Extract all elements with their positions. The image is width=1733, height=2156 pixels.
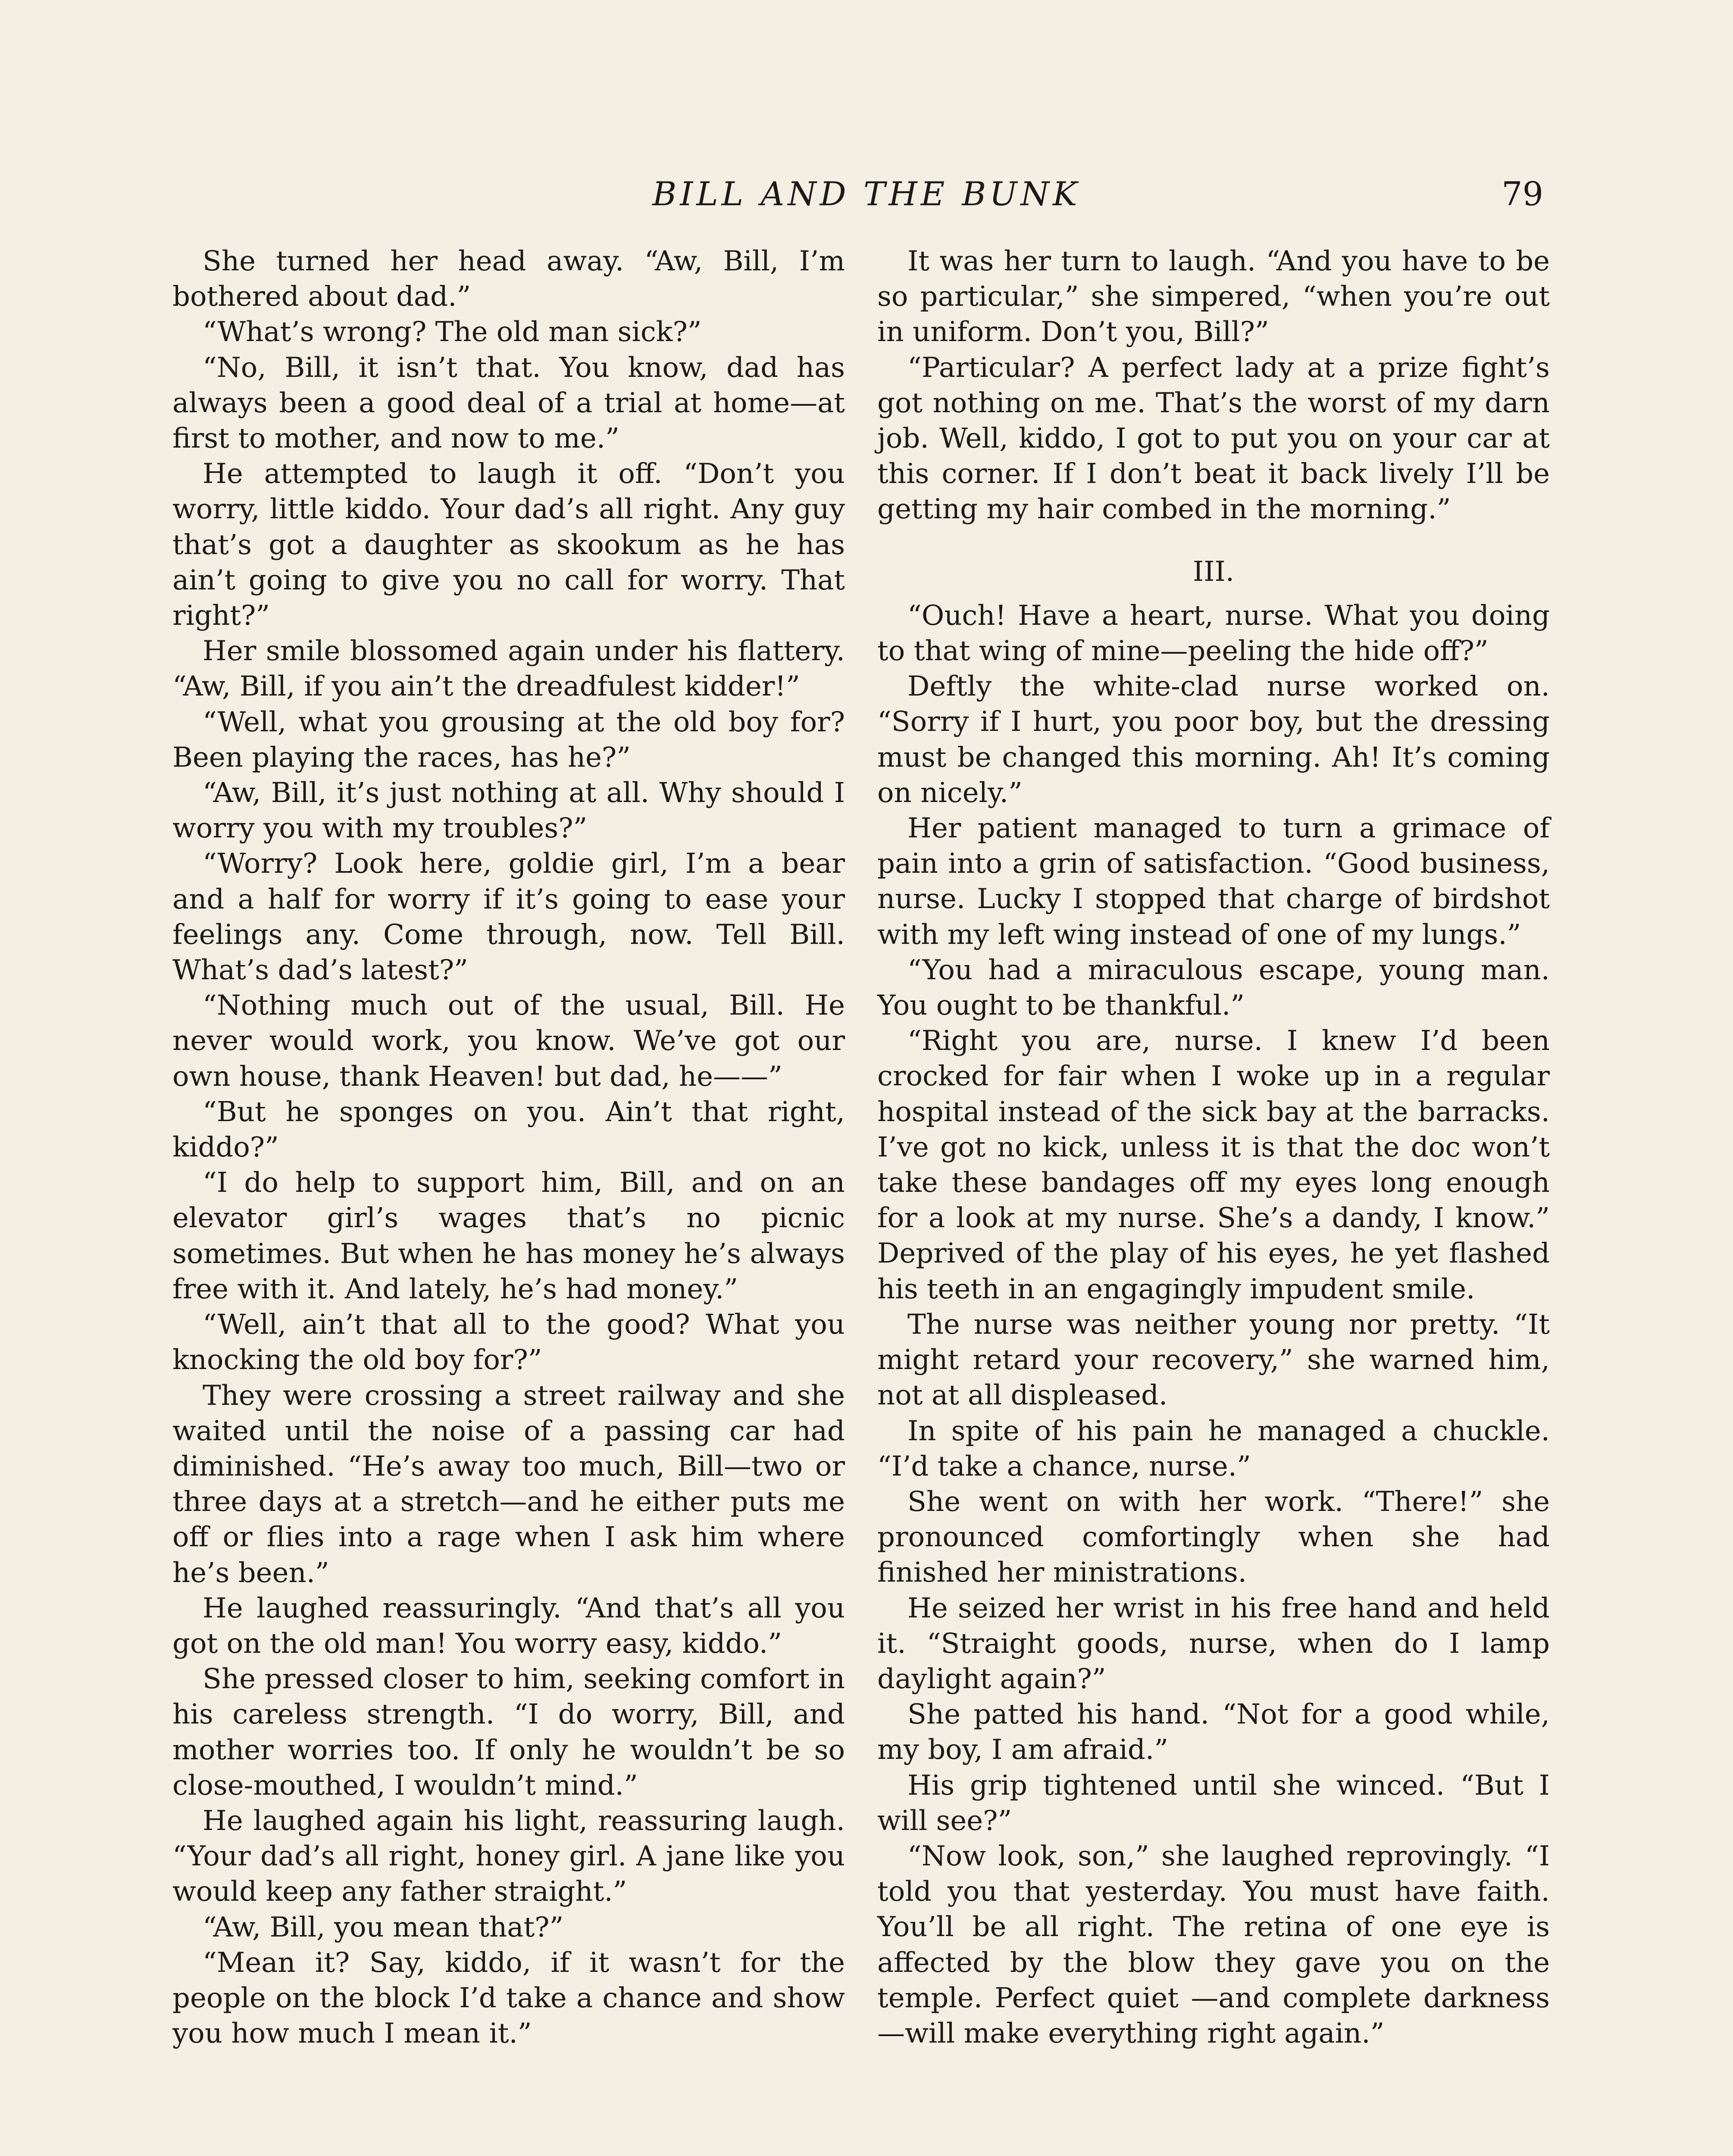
paragraph: “Right you are, nurse. I knew I’d been crocked for fair when I woke up in a regular hospital instead of the sick bay at the barracks. I’ve got no kick, unless it is that the doc won’t take these bandages off my eyes long enough for a look at my nurse. She’s a dandy, I know.” Deprived of the play of his eyes, he yet flashed his teeth in an engagingly impudent smile. (877, 1025, 1550, 1305)
paragraph: “Aw, Bill, you mean that?” (203, 1911, 564, 1943)
paragraph: He laughed reassuringly. “And that’s all you got on the old man! You worry easy, kiddo.” (172, 1592, 845, 1660)
paragraph: “But he sponges on you. Ain’t that right, kiddo?” (172, 1096, 845, 1164)
paragraph: “Particular? A perfect lady at a prize fight’s got nothing on me. That’s the worst of my darn job. Well, kiddo, I got to put you on your car at this corner. If I don’t beat it back lively I’ll be getting my hair combed in the morning.” (877, 351, 1550, 526)
paragraph: She patted his hand. “Not for a good while, my boy, I am afraid.” (877, 1698, 1550, 1766)
paragraph: Her patient managed to turn a grimace of pain into a grin of satisfaction. “Good business, nurse. Lucky I stopped that charge of birdshot with my left wing instead of one of my lungs.” (877, 812, 1550, 951)
paragraph: They were crossing a street railway and she waited until the noise of a passing car had diminished. “He’s away too much, Bill—two or three days at a stretch—and he either puts me off or flies into a rage when I ask him where he’s been.” (172, 1379, 845, 1589)
paragraph: “Aw, Bill, it’s just nothing at all. Why should I worry you with my troubles?” (172, 777, 845, 845)
paragraph: Her smile blossomed again under his flattery. “Aw, Bill, if you ain’t the dreadfulest kidder!” (172, 635, 845, 703)
paragraph: He seized her wrist in his free hand and held it. “Straight goods, nurse, when do I lamp daylight again?” (877, 1592, 1550, 1695)
paragraph: In spite of his pain he managed a chuckle. “I’d take a chance, nurse.” (877, 1415, 1550, 1482)
paragraph: “Well, ain’t that all to the good? What you knocking the old boy for?” (172, 1309, 845, 1376)
section-heading: III. (1192, 555, 1235, 588)
paragraph: “No, Bill, it isn’t that. You know, dad has always been a good deal of a trial at home—at first to mother, and now to me.” (172, 351, 845, 455)
paragraph: Deftly the white-clad nurse worked on. “Sorry if I hurt, you poor boy, but the dressing must be changed this morning. Ah! It’s coming on nicely.” (877, 671, 1550, 809)
paragraph: His grip tightened until she winced. “But I will see?” (877, 1769, 1550, 1837)
page-number: 79 (1502, 175, 1543, 213)
left-column (172, 244, 845, 2051)
paragraph: He laughed again his light, reassuring laugh. “Your dad’s all right, honey girl. A jane like you would keep any father straight.” (172, 1805, 845, 1908)
paragraph: “Mean it? Say, kiddo, if it wasn’t for the people on the block I’d take a chance and show you how much I mean it.” (172, 1946, 845, 2050)
paragraph: It was her turn to laugh. “And you have to be so particular,” she simpered, “when you’re out in uniform. Don’t you, Bill?” (877, 245, 1550, 348)
running-title: BILL AND THE BUNK (652, 175, 1081, 213)
paragraph: “Well, what you grousing at the old boy for? Been playing the races, has he?” (172, 706, 845, 774)
paragraph: “Nothing much out of the usual, Bill. He never would work, you know. We’ve got our own house, thank Heaven! but dad, he——” (172, 990, 845, 1093)
paragraph: “Worry? Look here, goldie girl, I’m a bear and a half for worry if it’s going to ease your feelings any. Come through, now. Tell Bill. What’s dad’s latest?” (172, 848, 845, 987)
right-column (877, 244, 1550, 2051)
paragraph: He attempted to laugh it off. “Don’t you worry, little kiddo. Your dad’s all right. Any guy that’s got a daughter as skookum as he has ain’t going to give you no call for worry. That right?” (172, 458, 845, 632)
paragraph: She went on with her work. “There!” she pronounced comfortingly when she had finished her ministrations. (877, 1485, 1550, 1589)
paragraph: She turned her head away. “Aw, Bill, I’m bothered about dad.” (172, 245, 845, 313)
page-header (0, 168, 1733, 220)
paragraph: “Ouch! Have a heart, nurse. What you doing to that wing of mine—peeling the hide off?” (877, 599, 1550, 667)
paragraph: She pressed closer to him, seeking comfort in his careless strength. “I do worry, Bill, and mother worries too. If only he wouldn’t be so close-mouthed, I wouldn’t mind.” (172, 1663, 845, 1802)
paragraph: “I do help to support him, Bill, and on an elevator girl’s wages that’s no picnic sometimes. But when he has money he’s always free with it. And lately, he’s had money.” (172, 1167, 845, 1305)
paragraph: “What’s wrong? The old man sick?” (203, 316, 702, 348)
paragraph: The nurse was neither young nor pretty. “It might retard your recovery,” she warned him, not at all displeased. (877, 1308, 1550, 1412)
paragraph: “Now look, son,” she laughed reprovingly. “I told you that yesterday. You must have faith. You’ll be all right. The retina of one eye is affected by the blow they gave you on the temple. Perfect quiet —and complete darkness—will make everything right again.” (877, 1840, 1550, 2049)
paragraph: “You had a miraculous escape, young man. You ought to be thankful.” (877, 954, 1550, 1022)
